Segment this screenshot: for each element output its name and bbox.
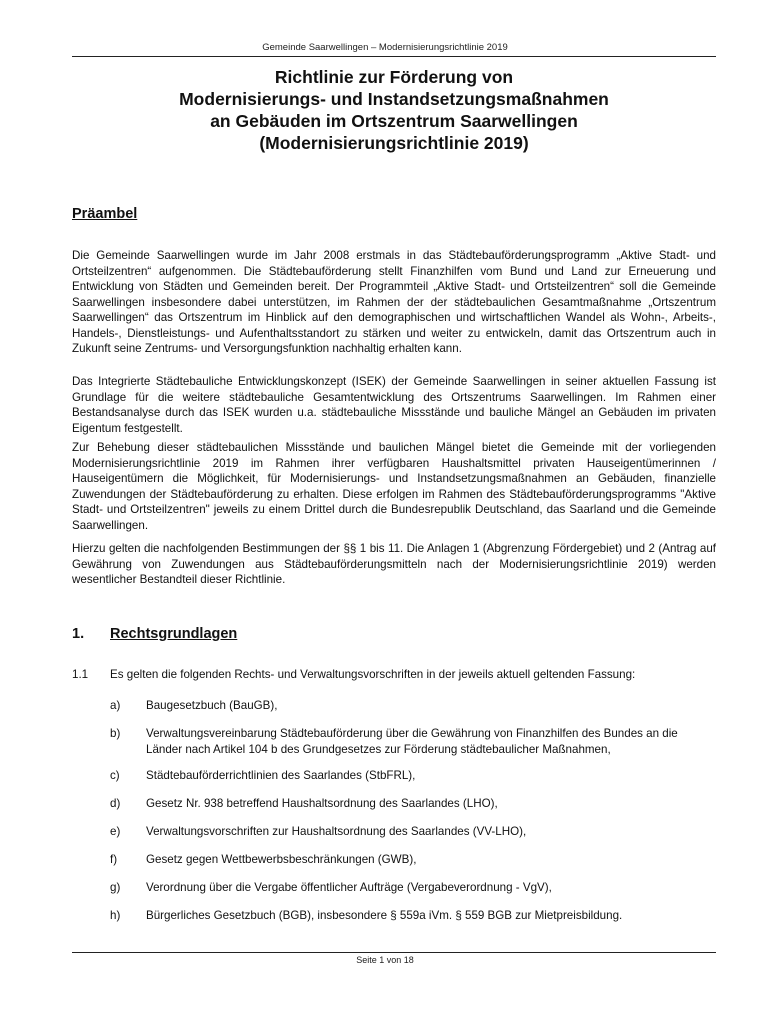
section-number: 1. (72, 626, 85, 642)
title-line: Modernisierungs- und Instandsetzungsmaßnahmen (179, 89, 609, 109)
list-item-letter: a) (110, 699, 121, 712)
running-header: Gemeinde Saarwellingen – Modernisierungsrichtlinie 2019 (262, 42, 508, 53)
subsection-text: Es gelten die folgenden Rechts- und Verwaltungsvorschriften in der jeweils aktuell geltenden Fassung: (110, 668, 636, 681)
section-title: Rechtsgrundlagen (110, 626, 238, 642)
list-item-text: Bürgerliches Gesetzbuch (BGB), insbesondere § 559a iVm. § 559 BGB zur Mietpreisbildung. (146, 909, 623, 922)
list-item-letter: g) (110, 881, 121, 894)
footer-rule (72, 952, 716, 953)
preamble-heading: Präambel (72, 206, 138, 222)
list-item-letter: f) (110, 853, 118, 866)
title-line: an Gebäuden im Ortszentrum Saarwellingen (210, 111, 578, 131)
title-line: Richtlinie zur Förderung von (274, 67, 514, 87)
document-title (72, 66, 716, 154)
list-item-letter: h) (110, 909, 121, 922)
preamble-paragraph: Hierzu gelten die nachfolgenden Bestimmungen der §§ 1 bis 11. Die Anlagen 1 (Abgrenzung Fördergebiet) und 2 (Antrag auf Gewährung von Zuwendungen aus Städtebauförderungsmitteln nach der Modernisierungsrichtlinie 2019) werden wesentlicher Bestandteil dieser Richtlinie. (72, 542, 716, 586)
header-rule (72, 56, 716, 57)
list-item-text: Verwaltungsvereinbarung Städtebauförderung über die Gewährung von Finanzhilfen des Bundes an die Länder nach Artikel 104 b des Grundgesetzes zur Förderung städtebaulicher Maßnahmen, (146, 727, 678, 756)
list-item-text: Gesetz Nr. 938 betreffend Haushaltsordnung des Saarlandes (LHO), (146, 797, 498, 810)
list-item-letter: e) (110, 825, 121, 838)
subsection-number: 1.1 (72, 668, 89, 681)
preamble-paragraph: Das Integrierte Städtebauliche Entwicklungskonzept (ISEK) der Gemeinde Saarwellingen in seiner aktuellen Fassung ist Grundlage für die weitere städtebauliche Gesamtentwicklung des Ortszentrums Saarwellingen. Im Rahmen einer Bestandsanalyse durch das ISEK wurden u.a. städtebauliche Missstände und bauliche Mängel an Gebäuden im privaten Eigentum festgestellt. (72, 375, 716, 435)
page-number: Seite 1 von 18 (356, 955, 414, 965)
list-item-text: Baugesetzbuch (BauGB), (146, 699, 278, 712)
list-item-letter: d) (110, 797, 121, 810)
list-item-text: Verordnung über die Vergabe öffentlicher Aufträge (Vergabeverordnung - VgV), (146, 881, 552, 894)
title-line: (Modernisierungsrichtlinie 2019) (259, 133, 529, 153)
list-item-text: Gesetz gegen Wettbewerbsbeschränkungen (GWB), (146, 853, 417, 866)
preamble-paragraph: Zur Behebung dieser städtebaulichen Missstände und baulichen Mängel bietet die Gemeinde mit der vorliegenden Modernisierungsrichtlinie 2019 im Rahmen ihrer verfügbaren Haushaltsmittel privaten Hauseigentümerinnen / Hauseigentümern die Möglichkeit, für Modernisierungs- und Instandsetzungsmaßnahmen an Gebäuden, finanzielle Zuwendungen der Städtebauförderung zu erhalten. Diese erfolgen im Rahmen des Städtebauförderungsprogramms "Aktive Stadt- und Ortsteilzentren" jeweils zu einem Drittel durch die Bundesrepublik Deutschland, das Saarland und die Gemeinde Saarwellingen. (72, 441, 716, 532)
list-item-text: Verwaltungsvorschriften zur Haushaltsordnung des Saarlandes (VV-LHO), (146, 825, 527, 838)
list-item-letter: c) (110, 769, 120, 782)
preamble-paragraph: Die Gemeinde Saarwellingen wurde im Jahr 2008 erstmals in das Städtebauförderungsprogramm „Aktive Stadt- und Ortsteilzentren“ aufgenommen. Die Städtebauförderung stellt Finanzhilfen vom Bund und Land zur Erneuerung und Entwicklung von Städten und Gemeinden bereit. Der Programmteil „Aktive Stadt- und Ortsteilzentren“ soll die Gemeinde Saarwellingen insbesondere dabei unterstützen, im Rahmen der der städtebaulichen Gesamtmaßnahme „Ortszentrum Saarwellingen“ das Ortszentrum im Hinblick auf den demographischen und wirtschaftlichen Wandel als Wohn-, Arbeits-, Handels-, Dienstleistungs- und Aufenthaltsstandort zu stärken und weiter zu entwickeln, damit das Ortszentrum auch in Zukunft seine Zentrums- und Versorgungsfunktion nachhaltig erhalten kann. (72, 249, 716, 355)
list-item-letter: b) (110, 727, 121, 740)
list-item-text: Städtebauförderrichtlinien des Saarlandes (StbFRL), (146, 769, 416, 782)
